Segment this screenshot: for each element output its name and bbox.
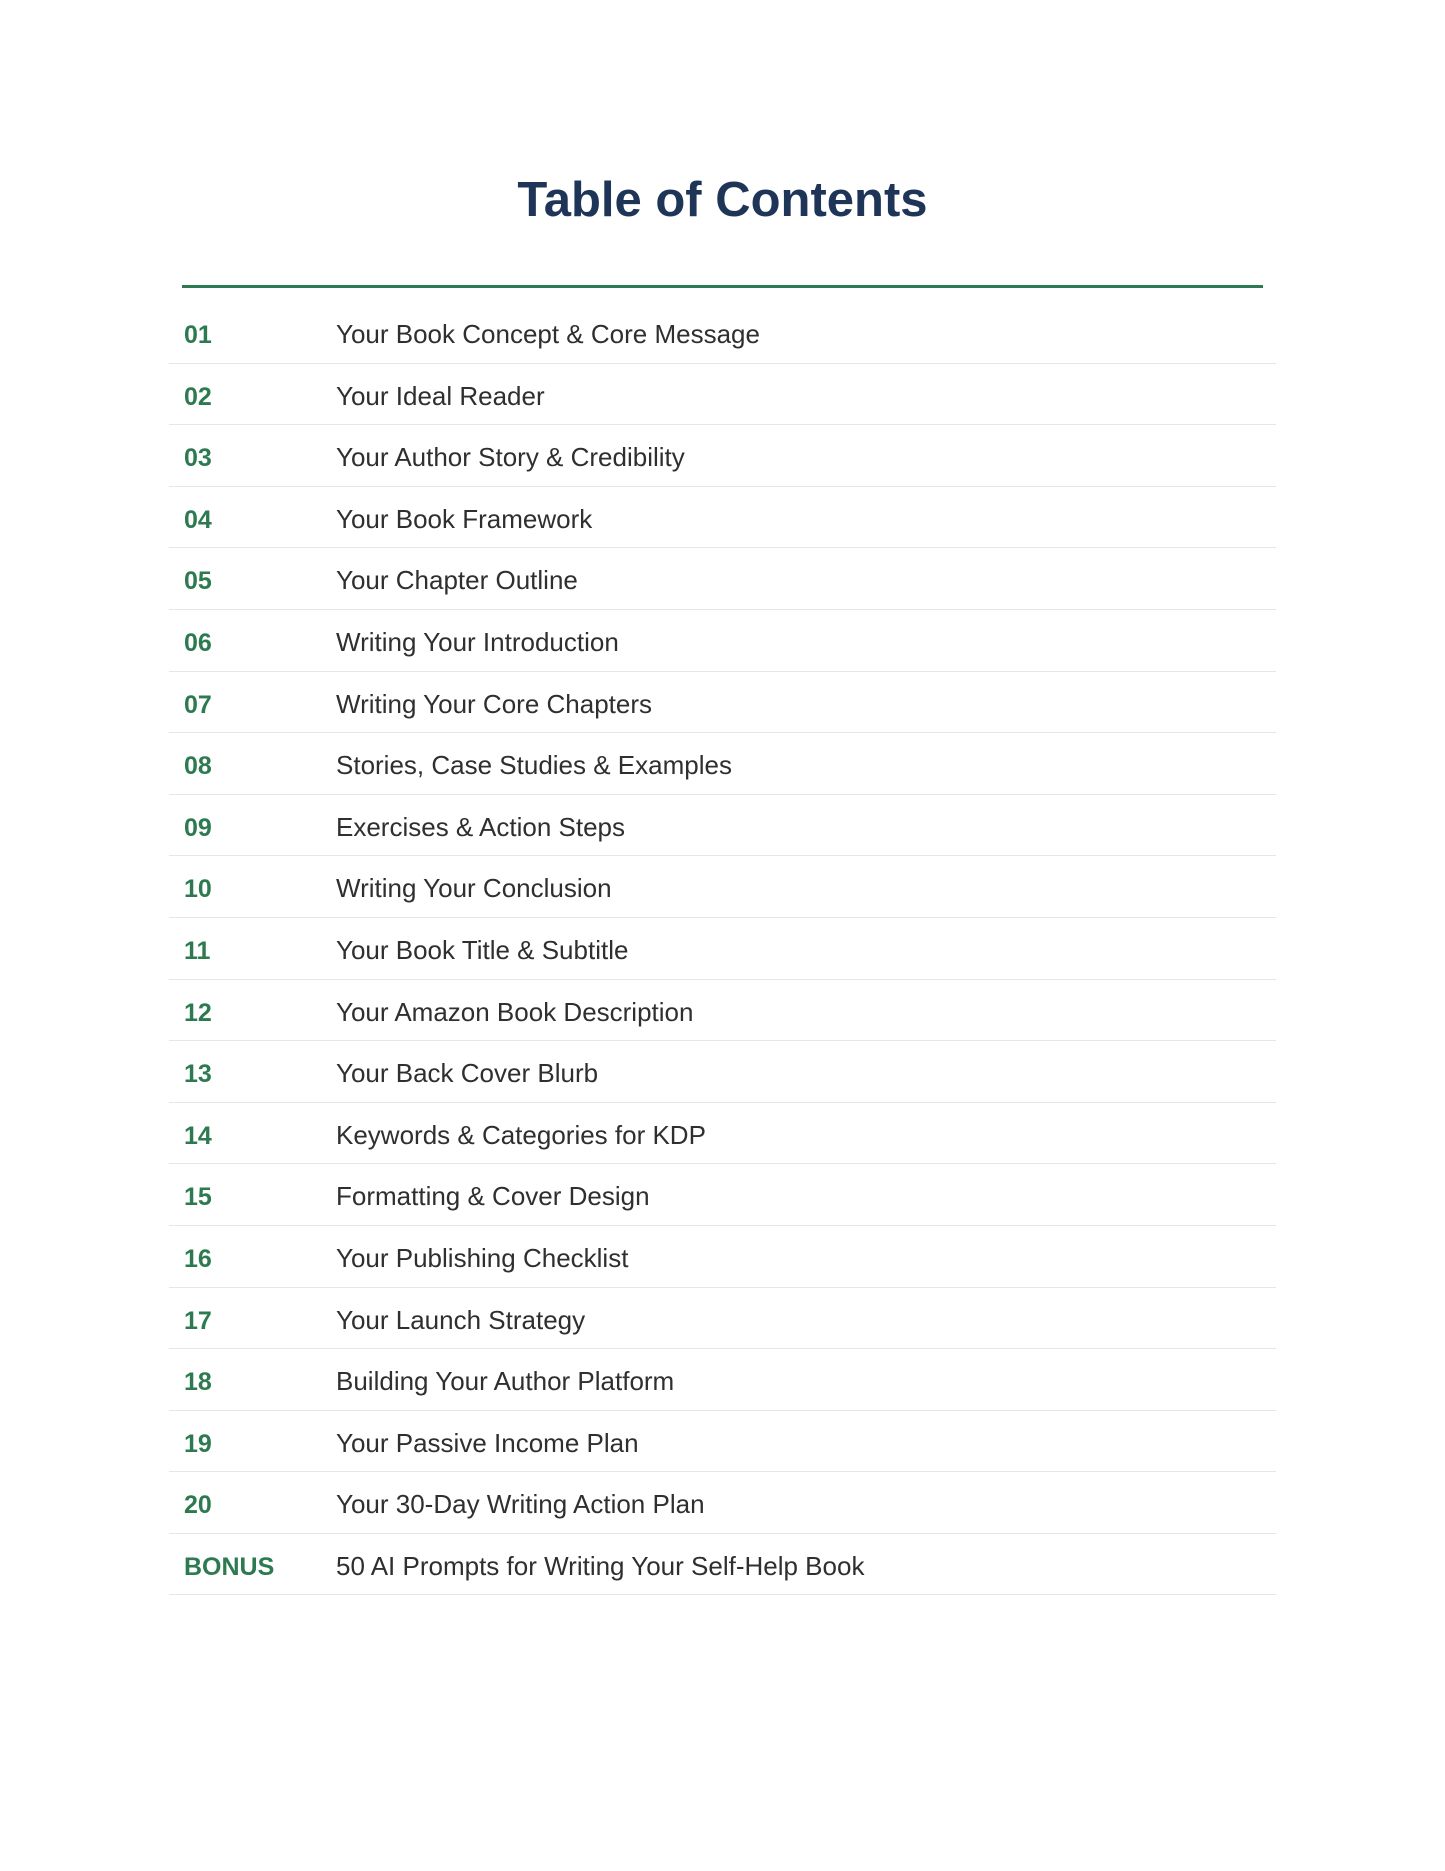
toc-entry-number: 12 <box>184 998 212 1027</box>
toc-entry-title[interactable]: 50 AI Prompts for Writing Your Self-Help Book <box>336 1550 865 1581</box>
toc-entry-number: 19 <box>184 1429 212 1458</box>
toc-entry-title[interactable]: Your Chapter Outline <box>336 565 578 596</box>
toc-entry[interactable] <box>169 1226 1276 1288</box>
toc-entry[interactable] <box>169 425 1276 487</box>
toc-entry-number: 16 <box>184 1244 212 1273</box>
toc-entry-number: 18 <box>184 1368 212 1397</box>
toc-entry-title[interactable]: Your Publishing Checklist <box>336 1242 629 1273</box>
toc-entry-title[interactable]: Your Passive Income Plan <box>336 1427 639 1458</box>
toc-entry[interactable] <box>169 1164 1276 1226</box>
toc-entry-number: 03 <box>184 444 212 473</box>
toc-entry[interactable] <box>169 1103 1276 1165</box>
toc-entry-title[interactable]: Writing Your Core Chapters <box>336 688 653 719</box>
toc-entry-number: 14 <box>184 1121 212 1150</box>
toc-entry-title[interactable]: Exercises & Action Steps <box>336 811 626 842</box>
toc-entry-title[interactable]: Your Ideal Reader <box>336 380 545 411</box>
toc-entry-number: BONUS <box>184 1552 275 1581</box>
toc-entry-title[interactable]: Formatting & Cover Design <box>336 1181 650 1212</box>
toc-entry-title[interactable]: Keywords & Categories for KDP <box>336 1119 706 1150</box>
toc-entry-number: 05 <box>184 567 212 596</box>
toc-entry-number: 13 <box>184 1060 212 1089</box>
toc-entry-number: 20 <box>184 1491 212 1520</box>
toc-entry-number: 04 <box>184 505 212 534</box>
toc-entry[interactable] <box>169 1411 1276 1473</box>
toc-entry-number: 11 <box>184 936 211 965</box>
page-title: Table of Contents <box>517 173 928 227</box>
toc-entry-number: 02 <box>184 382 212 411</box>
toc-entry[interactable] <box>169 487 1276 549</box>
toc-list <box>169 302 1276 1595</box>
toc-entry-title[interactable]: Your Launch Strategy <box>336 1304 586 1335</box>
toc-entry[interactable] <box>169 1349 1276 1411</box>
toc-entry[interactable] <box>169 733 1276 795</box>
toc-entry-number: 01 <box>184 321 212 349</box>
toc-entry-number: 08 <box>184 752 212 781</box>
toc-entry[interactable] <box>169 1472 1276 1534</box>
toc-entry-number: 09 <box>184 813 212 842</box>
toc-entry-number: 07 <box>184 690 212 719</box>
toc-entry[interactable] <box>169 610 1276 672</box>
toc-entry-number: 10 <box>184 875 212 904</box>
toc-entry[interactable] <box>169 1288 1276 1350</box>
toc-entry-number: 17 <box>184 1306 212 1335</box>
toc-entry-title[interactable]: Writing Your Conclusion <box>336 873 612 904</box>
toc-entry[interactable] <box>169 856 1276 918</box>
title-divider <box>182 285 1263 288</box>
toc-entry[interactable] <box>169 918 1276 980</box>
toc-entry-title[interactable]: Your 30-Day Writing Action Plan <box>336 1489 705 1520</box>
toc-entry-title[interactable]: Stories, Case Studies & Examples <box>336 750 732 781</box>
toc-entry[interactable] <box>169 548 1276 610</box>
toc-entry[interactable] <box>169 1534 1276 1596</box>
toc-entry-title[interactable]: Your Back Cover Blurb <box>336 1058 599 1089</box>
toc-entry[interactable] <box>169 672 1276 734</box>
toc-entry-title[interactable]: Writing Your Introduction <box>336 626 619 657</box>
toc-entry-title[interactable]: Your Book Framework <box>336 503 593 534</box>
toc-entry[interactable] <box>169 980 1276 1042</box>
toc-entry[interactable] <box>169 1041 1276 1103</box>
toc-entry[interactable] <box>169 795 1276 857</box>
toc-entry[interactable] <box>169 302 1276 364</box>
toc-entry-number: 15 <box>184 1183 212 1212</box>
toc-entry-title[interactable]: Your Book Title & Subtitle <box>336 934 629 965</box>
toc-entry-number: 06 <box>184 628 212 657</box>
toc-entry-title[interactable]: Your Amazon Book Description <box>336 996 694 1027</box>
toc-entry-title[interactable]: Building Your Author Platform <box>336 1366 675 1397</box>
toc-entry-title[interactable]: Your Book Concept & Core Message <box>336 319 760 349</box>
toc-entry[interactable] <box>169 364 1276 426</box>
toc-entry-title[interactable]: Your Author Story & Credibility <box>336 442 685 473</box>
